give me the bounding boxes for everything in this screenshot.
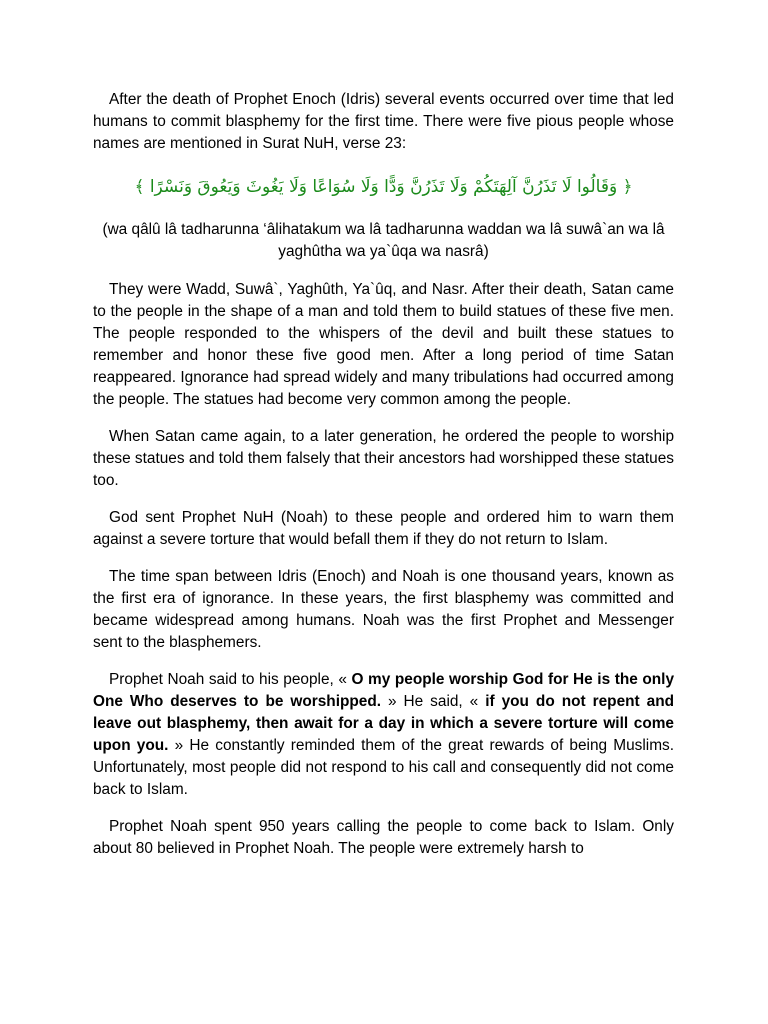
quote-intro: Prophet Noah said to his people, « [109, 671, 347, 688]
verse-transliteration: (wa qâlû lâ tadharunna ‘âlihatakum wa lâ tadharunna waddan wa lâ suwâ`an wa lâ yaghûtha wa ya`ûqa wa nasrâ) [102, 221, 665, 260]
quote-bold-2: if you do not repent and leave out blasphemy, then await for a day in which a severe torture will come upon you. [93, 693, 674, 754]
paragraph-time-span: The time span between Idris (Enoch) and Noah is one thousand years, known as the first era of ignorance. In these years, the first blasphemy was committed and became widespread among humans. Noah was the first Prophet and Messenger sent to the blasphemers. [93, 568, 674, 651]
paragraph-950-years: Prophet Noah spent 950 years calling the people to come back to Islam. Only about 80 believed in Prophet Noah. The people were extremely harsh to [93, 818, 674, 857]
paragraph-intro: After the death of Prophet Enoch (Idris) several events occurred over time that led humans to commit blasphemy for the first time. There were five pious people whose names are mentioned in Surat NuH, verse 23: [93, 91, 674, 152]
paragraph-five-names: They were Wadd, Suwâ`, Yaghûth, Ya`ûq, and Nasr. After their death, Satan came to the people in the shape of a man and told them to build statues of these five men. The people responded to the whispers of the devil and built these statues to remember and honor these five good men. After a long period of time Satan reappeared. Ignorance had spread widely and many tribulations had occurred among the people. The statues had become very common among the people. [93, 281, 674, 408]
paragraph-noah-said [93, 669, 674, 801]
quote-middle: » He said, « [388, 693, 479, 710]
arabic-verse: ﴿ وَقَالُوا لَا تَذَرُنَّ آلِهَتَكُمْ وَلَا تَذَرُنَّ وَدًّا وَلَا سُوَاعًا وَلَا يَغُوثَ وَيَعُوقَ وَنَسْرًا ﴾ [134, 177, 633, 197]
quote-bold-1: O my people worship God for He is the only One Who deserves to be worshipped. [93, 671, 675, 710]
document-page [93, 89, 674, 875]
paragraph-noah-sent: God sent Prophet NuH (Noah) to these people and ordered him to warn them against a severe torture that would befall them if they do not return to Islam. [93, 509, 674, 548]
paragraph-satan-returns: When Satan came again, to a later generation, he ordered the people to worship these statues and told them falsely that their ancestors had worshipped these statues too. [93, 428, 674, 489]
quote-end: » He constantly reminded them of the great rewards of being Muslims. Unfortunately, most people did not respond to his call and consequently did not come back to Islam. [93, 737, 674, 798]
